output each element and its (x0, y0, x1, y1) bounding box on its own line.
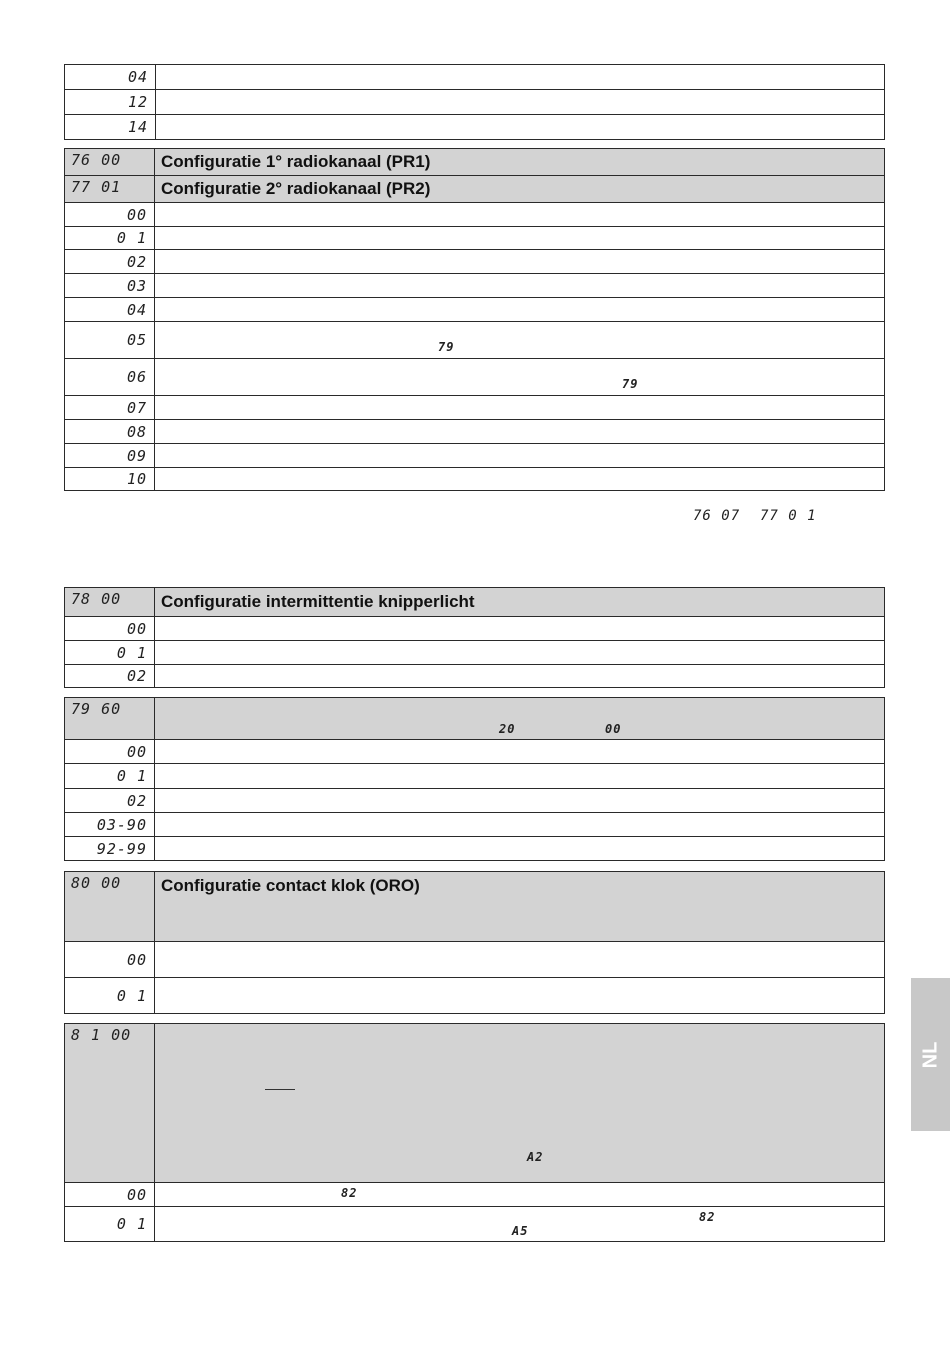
parameter-code: 77 01 (65, 176, 155, 203)
table-radio-channel-config (64, 148, 885, 491)
code-cell: 00 (65, 617, 155, 641)
code-cell: 03-90 (65, 813, 155, 837)
table-row (65, 227, 885, 250)
parameter-code: 80 00 (65, 872, 155, 942)
inline-code: 82 (341, 1186, 358, 1200)
table-row (65, 813, 885, 837)
description-cell (155, 444, 885, 468)
description-cell (155, 359, 885, 396)
parameter-code: 78 00 (65, 588, 155, 617)
table-row (65, 396, 885, 420)
code-cell: 04 (65, 298, 155, 322)
description-cell (155, 468, 885, 491)
table-row (65, 617, 885, 641)
table-header-row (65, 1024, 885, 1183)
inline-code: 82 (699, 1210, 716, 1224)
table-row (65, 90, 885, 115)
code-cell: 0 1 (65, 641, 155, 665)
table-flasher-config (64, 587, 885, 688)
description-cell (155, 396, 885, 420)
table-parameter-81 (64, 1023, 885, 1242)
language-tab (911, 978, 950, 1131)
code-cell: 08 (65, 420, 155, 444)
description-cell (156, 115, 885, 140)
description-cell (155, 298, 885, 322)
parameter-title: Configuratie contact klok (ORO) (155, 872, 885, 942)
table-row (65, 298, 885, 322)
code-cell: 00 (65, 740, 155, 764)
table-header-row (65, 588, 885, 617)
code-cell: 09 (65, 444, 155, 468)
table-parameter-79 (64, 697, 885, 861)
parameter-title: Configuratie 1° radiokanaal (PR1) (155, 149, 885, 176)
table-row (65, 322, 885, 359)
code-cell: 12 (65, 90, 156, 115)
parameter-code: 76 00 (65, 149, 155, 176)
description-cell (155, 837, 885, 861)
code-cell: 02 (65, 665, 155, 688)
code-cell: 0 1 (65, 978, 155, 1014)
table-header-row (65, 176, 885, 203)
code-cell: 00 (65, 1183, 155, 1207)
code-cell: 14 (65, 115, 156, 140)
inline-code: 20 (499, 722, 516, 736)
footnote-code: 76 07 (693, 508, 741, 524)
description-cell (155, 789, 885, 813)
code-cell: 00 (65, 942, 155, 978)
language-tab-label: NL (919, 1041, 941, 1068)
table-row (65, 468, 885, 491)
code-cell: 00 (65, 203, 155, 227)
code-cell: 04 (65, 65, 156, 90)
table-row (65, 942, 885, 978)
table-row (65, 764, 885, 789)
table-row (65, 250, 885, 274)
description-cell (155, 764, 885, 789)
description-cell (155, 203, 885, 227)
inline-code: 00 (605, 722, 622, 736)
description-cell (155, 274, 885, 298)
table-header-row (65, 872, 885, 942)
table-row (65, 420, 885, 444)
parameter-title: Configuratie intermittentie knipperlicht (155, 588, 885, 617)
code-cell: 0 1 (65, 227, 155, 250)
table-codes-continued (64, 64, 885, 140)
table-row (65, 203, 885, 227)
table-clock-contact-config (64, 871, 885, 1014)
table-row (65, 665, 885, 688)
code-cell: 0 1 (65, 764, 155, 789)
parameter-code: 79 60 (65, 698, 155, 740)
code-cell: 07 (65, 396, 155, 420)
table-header-row (65, 698, 885, 740)
footnote-code: 77 0 1 (760, 508, 817, 524)
description-cell (155, 740, 885, 764)
table-row (65, 65, 885, 90)
description-cell (155, 250, 885, 274)
table-row (65, 641, 885, 665)
table-row (65, 740, 885, 764)
description-cell (155, 641, 885, 665)
description-cell (155, 227, 885, 250)
description-cell (155, 420, 885, 444)
table-row (65, 444, 885, 468)
inline-code: 79 (438, 340, 455, 354)
code-cell: 02 (65, 250, 155, 274)
table-header-row (65, 149, 885, 176)
table-row (65, 115, 885, 140)
description-cell (156, 90, 885, 115)
description-cell (155, 813, 885, 837)
code-cell: 03 (65, 274, 155, 298)
underline-mark (265, 1089, 295, 1090)
table-row (65, 1183, 885, 1207)
code-cell: 05 (65, 322, 155, 359)
inline-code: A5 (512, 1224, 529, 1238)
code-cell: 92-99 (65, 837, 155, 861)
table-row (65, 978, 885, 1014)
description-cell (155, 1183, 885, 1207)
inline-code: A2 (527, 1150, 544, 1164)
description-cell (155, 322, 885, 359)
description-cell (155, 665, 885, 688)
parameter-title (155, 1024, 885, 1183)
code-cell: 06 (65, 359, 155, 396)
table-row (65, 789, 885, 813)
code-cell: 02 (65, 789, 155, 813)
inline-code: 79 (622, 377, 639, 391)
description-cell (155, 617, 885, 641)
parameter-title: Configuratie 2° radiokanaal (PR2) (155, 176, 885, 203)
code-cell: 0 1 (65, 1207, 155, 1242)
table-row (65, 837, 885, 861)
description-cell (155, 1207, 885, 1242)
code-cell: 10 (65, 468, 155, 491)
description-cell (155, 978, 885, 1014)
parameter-title (155, 698, 885, 740)
table-row (65, 274, 885, 298)
description-cell (156, 65, 885, 90)
table-row (65, 1207, 885, 1242)
table-row (65, 359, 885, 396)
parameter-code: 8 1 00 (65, 1024, 155, 1183)
description-cell (155, 942, 885, 978)
